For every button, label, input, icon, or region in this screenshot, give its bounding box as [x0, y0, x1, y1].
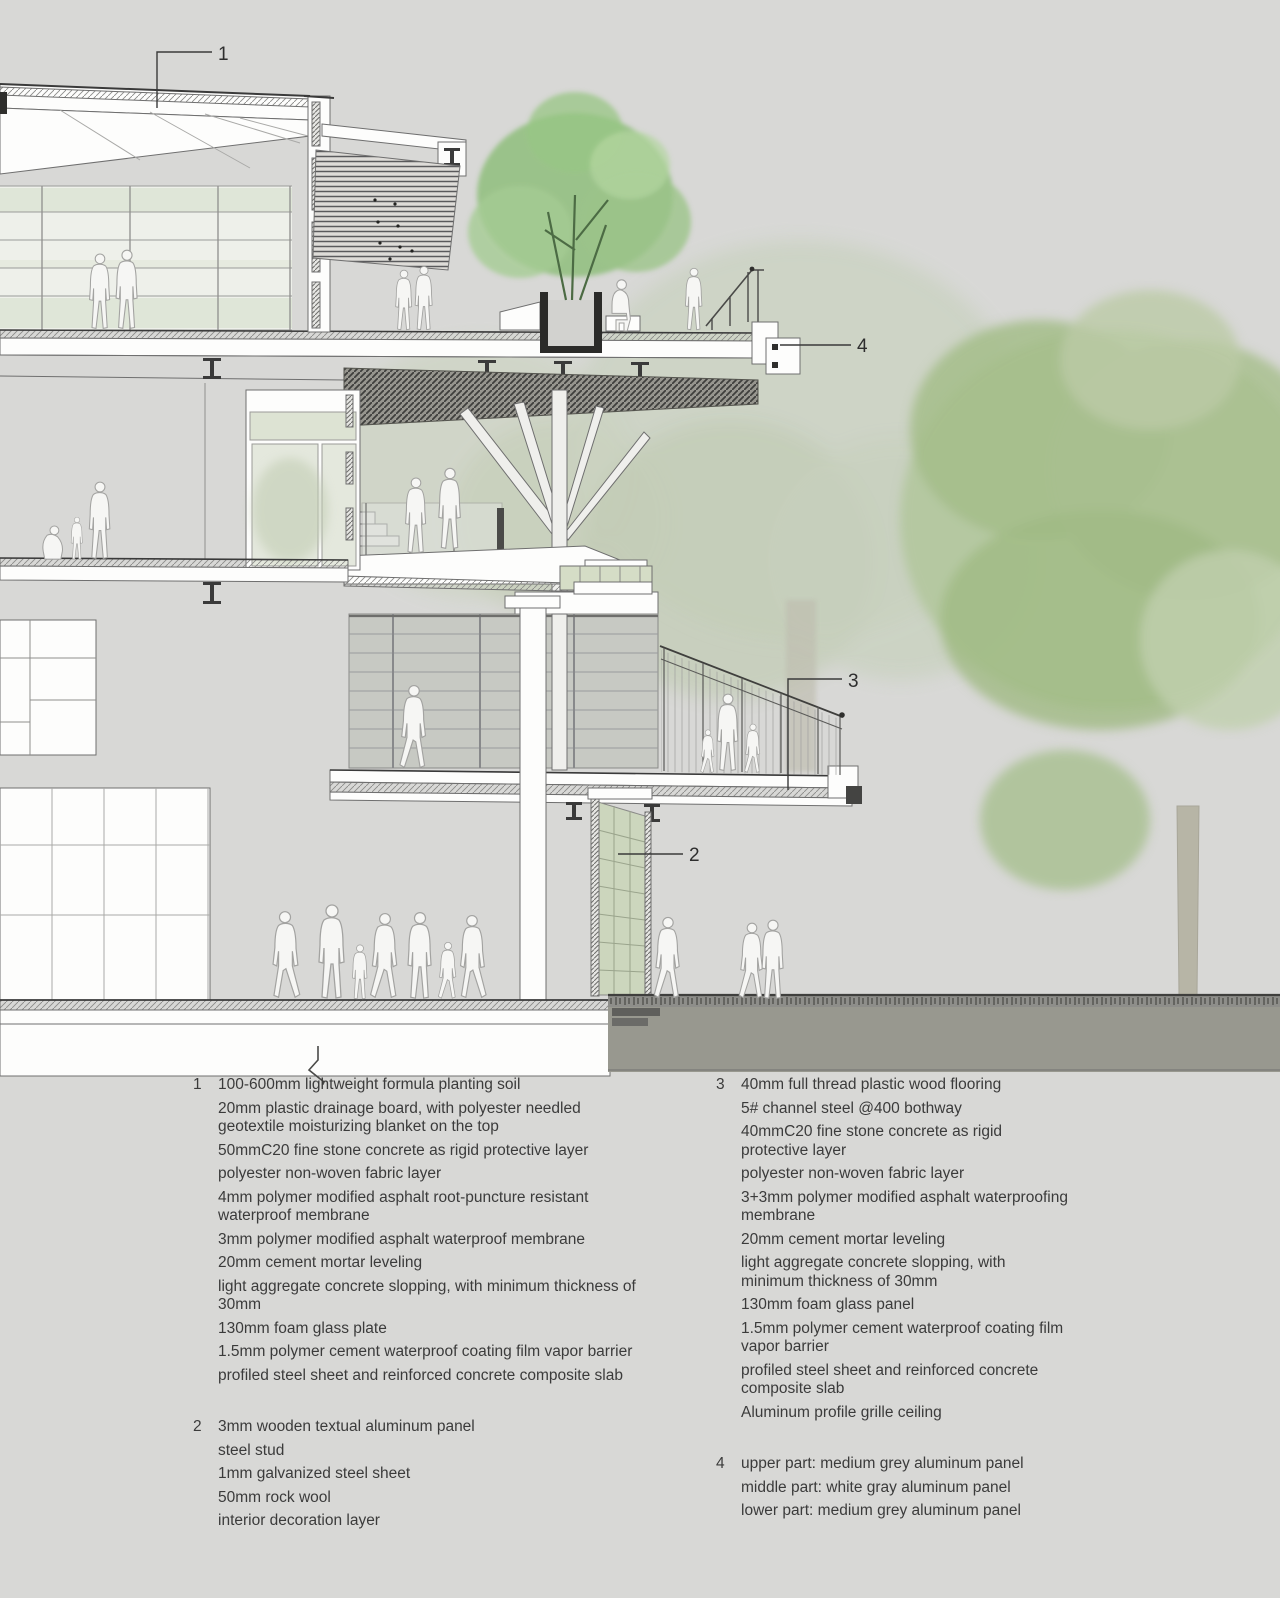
note-layer-line: Aluminum profile grille ceiling [741, 1403, 942, 1421]
note-layer-line: 40mm full thread plastic wood flooring [741, 1076, 1002, 1093]
earth-ground [608, 995, 1280, 1072]
note-number: 3 [716, 1076, 725, 1093]
note-layer-line: light aggregate concrete slopping, with minimum thickness of 30mm [218, 1277, 636, 1313]
callout-4-label: 4 [857, 336, 868, 357]
legend-column-right [716, 1076, 1070, 1526]
note-layer-line: profiled steel sheet and reinforced concrete composite slab [741, 1361, 1039, 1397]
legend-note-4 [716, 1455, 1070, 1526]
legend-note-2 [193, 1418, 640, 1536]
ground-slab [0, 1000, 610, 1085]
callout-3-label: 3 [848, 671, 859, 692]
upper-curtainwall-glass [0, 186, 292, 330]
callout-1-label: 1 [218, 44, 229, 65]
legend-column-left [193, 1076, 640, 1536]
note-layer-line: interior decoration layer [218, 1512, 380, 1529]
note-layer-line: upper part: medium grey aluminum panel [741, 1455, 1024, 1472]
note-layer-line: 1mm galvanized steel sheet [218, 1465, 411, 1482]
note-layer-line: profiled steel sheet and reinforced concrete composite slab [218, 1366, 623, 1384]
note-layer-line: 1.5mm polymer cement waterproof coating film vapor barrier [741, 1319, 1064, 1355]
note-layer-line: 4mm polymer modified asphalt root-puncture resistant waterproof membrane [218, 1188, 589, 1224]
note-layer-line: 20mm cement mortar leveling [741, 1230, 946, 1248]
note-layer-line: 100-600mm lightweight formula planting soil [218, 1076, 521, 1093]
note-layer-line: 1.5mm polymer cement waterproof coating film vapor barrier [218, 1343, 633, 1360]
column-lower [552, 614, 567, 770]
note-layer-line: light aggregate concrete slopping, with minimum thickness of 30mm [741, 1254, 1006, 1290]
note-layer-line: 40mmC20 fine stone concrete as rigid protective layer [741, 1123, 1003, 1159]
note-layer-line: 20mm cement mortar leveling [218, 1254, 423, 1271]
legend-note-3 [716, 1076, 1070, 1427]
note-layer-line: 3+3mm polymer modified asphalt waterproofing membrane [741, 1188, 1068, 1224]
mid-curtainwall-grey [349, 614, 658, 768]
note-layer-line: lower part: medium grey aluminum panel [741, 1502, 1021, 1519]
note-layer-line: 130mm foam glass plate [218, 1319, 387, 1337]
note-number: 2 [193, 1418, 202, 1435]
legend-note-1 [193, 1076, 640, 1390]
groundfloor-green-facade [588, 788, 652, 996]
note-layer-line: 130mm foam glass panel [741, 1296, 915, 1313]
note-layer-line: 20mm plastic drainage board, with polyester needled geotextile moisturizing blanket on the top [218, 1099, 581, 1135]
note-layer-line: polyester non-woven fabric layer [218, 1165, 442, 1182]
note-layer-line: 5# channel steel @400 bothway [741, 1099, 962, 1117]
note-layer-line: polyester non-woven fabric layer [741, 1165, 965, 1182]
callout-2-label: 2 [689, 845, 700, 866]
note-layer-line: 3mm polymer modified asphalt waterproof membrane [218, 1230, 585, 1248]
note-number: 4 [716, 1455, 725, 1472]
note-number: 1 [193, 1076, 202, 1093]
note-layer-line: 50mmC20 fine stone concrete as rigid protective layer [218, 1141, 589, 1159]
note-layer-line: 3mm wooden textual aluminum panel [218, 1418, 475, 1435]
note-layer-line: 50mm rock wool [218, 1488, 331, 1506]
note-layer-line: middle part: white gray aluminum panel [741, 1478, 1011, 1496]
note-layer-line: steel stud [218, 1441, 285, 1459]
tree-trunk [1177, 806, 1199, 995]
